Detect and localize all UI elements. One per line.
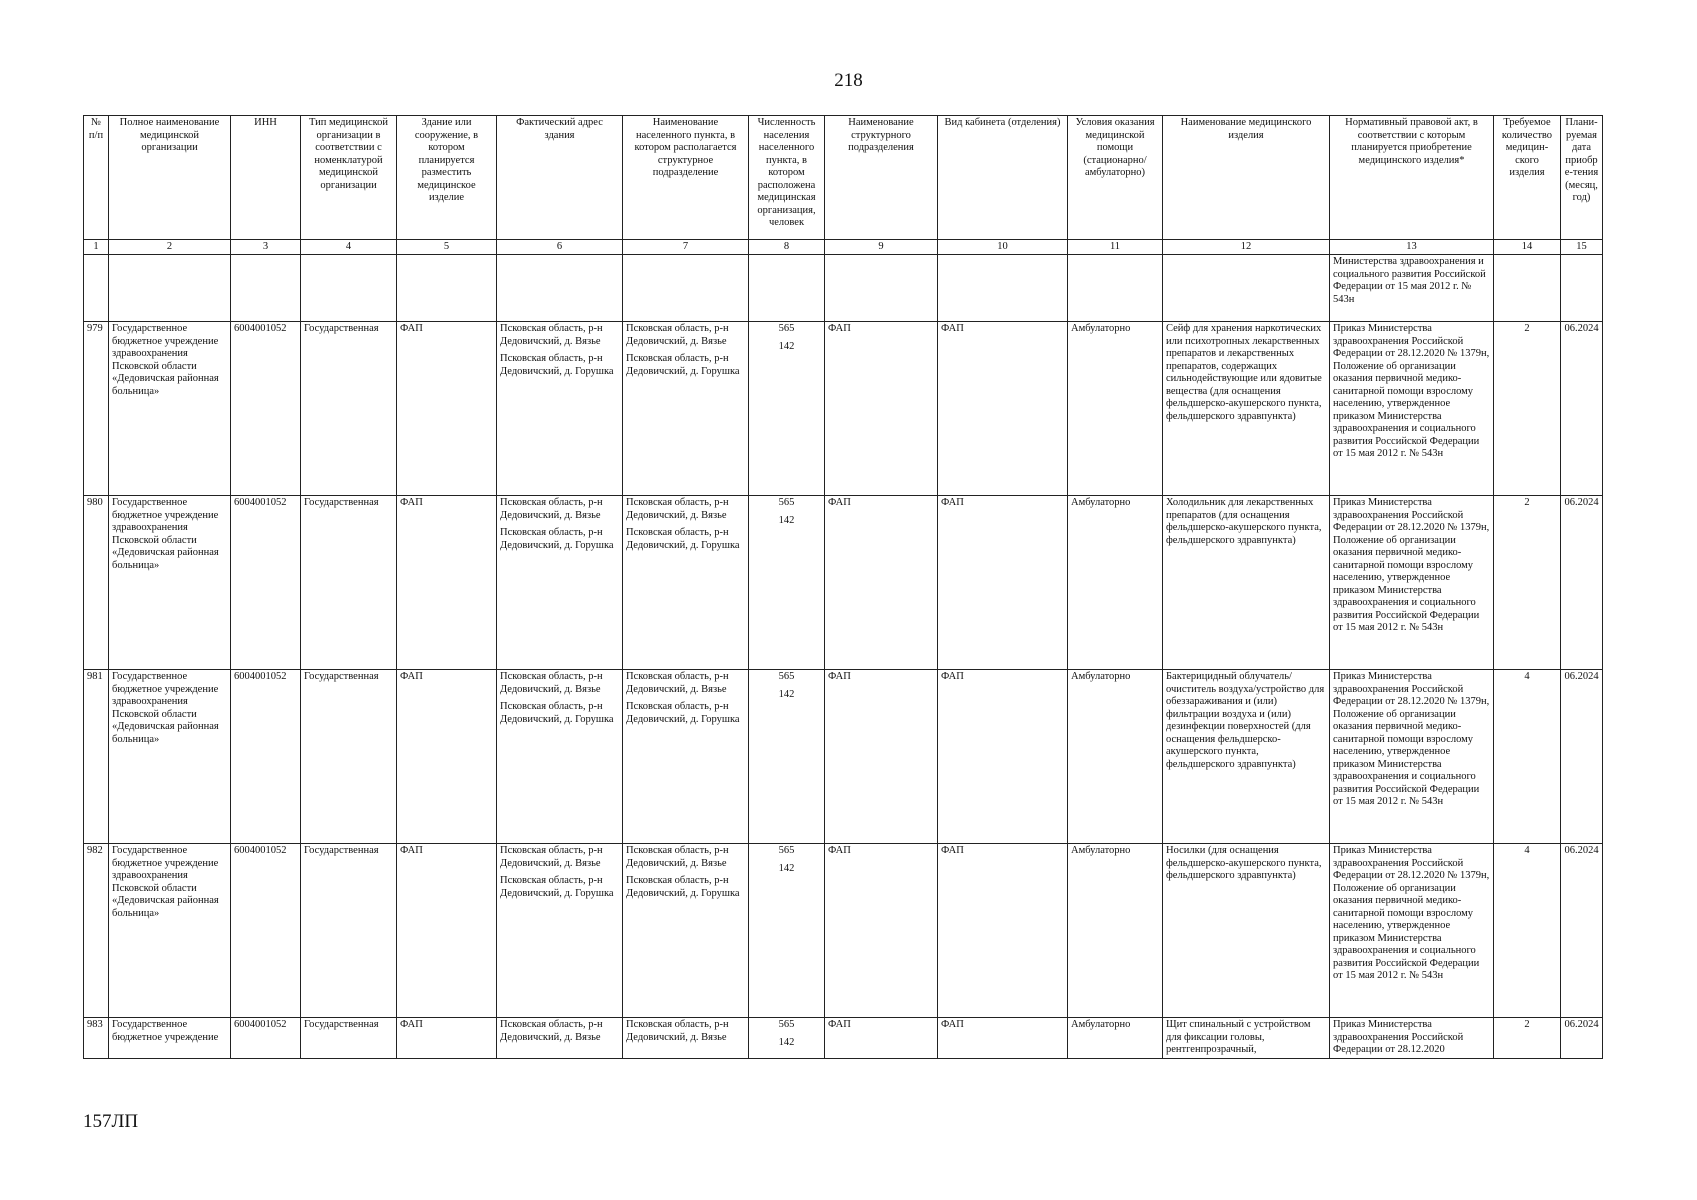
col-header: Требуемое количество медицин-ского изделия xyxy=(1494,116,1561,240)
address-line: Псковская область, р-н Дедовичский, д. Горушка xyxy=(500,527,614,551)
header-row xyxy=(84,116,1603,240)
row-number: 982 xyxy=(84,844,109,1018)
col-header: Условия оказания медицинской помощи (стационарно/ амбулаторно) xyxy=(1068,116,1163,240)
settlement-cell xyxy=(623,322,749,496)
type-cell: Государственная xyxy=(301,844,397,1018)
building-cell: ФАП xyxy=(397,322,497,496)
conditions-cell: Амбулаторно xyxy=(1068,496,1163,670)
population-cell xyxy=(749,670,825,844)
row-number: 979 xyxy=(84,322,109,496)
col-header: Здание или сооружение, в котором планируется разместить медицинское изделие xyxy=(397,116,497,240)
org-cell: Государственное бюджетное учреждение здравоохранения Псковской области «Дедовичская районная больница» xyxy=(109,496,231,670)
population-value: 565 xyxy=(778,497,795,508)
col-number: 6 xyxy=(497,240,623,255)
quantity-cell: 2 xyxy=(1494,1018,1561,1059)
settlement-cell xyxy=(623,496,749,670)
col-header: Вид кабинета (отделения) xyxy=(938,116,1068,240)
org-cell: Государственное бюджетное учреждение здравоохранения Псковской области «Дедовичская районная больница» xyxy=(109,322,231,496)
population-cell xyxy=(749,322,825,496)
population-value: 142 xyxy=(778,862,795,874)
device-cell: Носилки (для оснащения фельдшерско-акушерского пункта, фельдшерского здравпункта) xyxy=(1163,844,1330,1018)
building-cell: ФАП xyxy=(397,844,497,1018)
inn-cell: 6004001052 xyxy=(231,1018,301,1059)
unit-cell: ФАП xyxy=(825,844,938,1018)
conditions-cell: Амбулаторно xyxy=(1068,1018,1163,1059)
cabinet-cell: ФАП xyxy=(938,496,1068,670)
act-cell: Приказ Министерства здравоохранения Российской Федерации от 28.12.2020 № 1379н, Положение об организации оказания первичной медико-санитарной помощи взрослому населению, утвержденное приказом Министерства здравоохранения и социального развития Российской Федерации от 15 мая 2012 г. № 543н xyxy=(1330,496,1494,670)
settlement-cell xyxy=(623,844,749,1018)
col-header: Тип медицинской организации в соответствии с номенклатурой медицинской организации xyxy=(301,116,397,240)
address-line: Псковская область, р-н Дедовичский, д. Вязье xyxy=(500,671,603,695)
org-cell: Государственное бюджетное учреждение здравоохранения Псковской области «Дедовичская районная больница» xyxy=(109,844,231,1018)
col-header: Наименование структурного подразделения xyxy=(825,116,938,240)
col-number: 14 xyxy=(1494,240,1561,255)
table-row xyxy=(84,670,1603,844)
building-cell: ФАП xyxy=(397,670,497,844)
quantity-cell: 4 xyxy=(1494,844,1561,1018)
col-header: Плани-руемая дата приобре-тения (месяц, год) xyxy=(1561,116,1603,240)
col-number: 8 xyxy=(749,240,825,255)
population-cell xyxy=(749,1018,825,1059)
cabinet-cell: ФАП xyxy=(938,1018,1068,1059)
act-cell: Приказ Министерства здравоохранения Российской Федерации от 28.12.2020 xyxy=(1330,1018,1494,1059)
date-cell: 06.2024 xyxy=(1561,1018,1603,1059)
population-cell xyxy=(749,844,825,1018)
act-cell: Приказ Министерства здравоохранения Российской Федерации от 28.12.2020 № 1379н, Положение об организации оказания первичной медико-санитарной помощи взрослому населению, утвержденное приказом Министерства здравоохранения и социального развития Российской Федерации от 15 мая 2012 г. № 543н xyxy=(1330,670,1494,844)
table-row xyxy=(84,496,1603,670)
col-header: Наименование медицинского изделия xyxy=(1163,116,1330,240)
unit-cell: ФАП xyxy=(825,670,938,844)
column-number-row xyxy=(84,240,1603,255)
col-number: 3 xyxy=(231,240,301,255)
col-header: Наименование населенного пункта, в котором располагается структурное подразделение xyxy=(623,116,749,240)
settlement-line: Псковская область, р-н Дедовичский, д. Горушка xyxy=(626,527,740,551)
cabinet-cell: ФАП xyxy=(938,322,1068,496)
quantity-cell: 2 xyxy=(1494,496,1561,670)
settlement-line: Псковская область, р-н Дедовичский, д. Горушка xyxy=(626,353,740,377)
building-cell: ФАП xyxy=(397,496,497,670)
device-cell: Бактерицидный облучатель/очиститель воздуха/устройство для обеззараживания и (или) фильтрации воздуха и (или) дезинфекции поверхностей (для оснащения фельдшерско-акушерского пункта, фельдшерского здравпункта) xyxy=(1163,670,1330,844)
address-cell xyxy=(497,322,623,496)
settlement-line: Псковская область, р-н Дедовичский, д. Вязье xyxy=(626,845,729,869)
col-number: 12 xyxy=(1163,240,1330,255)
population-value: 565 xyxy=(778,323,795,334)
population-value: 565 xyxy=(778,671,795,682)
device-cell: Щит спинальный с устройством для фиксации головы, рентгенпрозрачный, xyxy=(1163,1018,1330,1059)
device-cell: Сейф для хранения наркотических или психотропных лекарственных препаратов и лекарственных препаратов, содержащих сильнодействующие или ядовитые вещества (для оснащения фельдшерско-акушерского пункта, фельдшерского здравпункта) xyxy=(1163,322,1330,496)
col-number: 13 xyxy=(1330,240,1494,255)
act-cell: Министерства здравоохранения и социального развития Российской Федерации от 15 мая 2012 г. № 543н xyxy=(1330,255,1494,322)
settlement-line: Псковская область, р-н Дедовичский, д. Вязье xyxy=(626,323,729,347)
address-line: Псковская область, р-н Дедовичский, д. Вязье xyxy=(500,845,603,869)
inn-cell: 6004001052 xyxy=(231,670,301,844)
col-number: 10 xyxy=(938,240,1068,255)
equipment-table xyxy=(83,115,1603,1059)
settlement-line: Псковская область, р-н Дедовичский, д. Вязье xyxy=(626,497,729,521)
col-header: ИНН xyxy=(231,116,301,240)
population-cell xyxy=(749,496,825,670)
device-cell: Холодильник для лекарственных препаратов (для оснащения фельдшерско-акушерского пункта, фельдшерского здравпункта) xyxy=(1163,496,1330,670)
address-line: Псковская область, р-н Дедовичский, д. Горушка xyxy=(500,875,614,899)
act-cell: Приказ Министерства здравоохранения Российской Федерации от 28.12.2020 № 1379н, Положение об организации оказания первичной медико-санитарной помощи взрослому населению, утвержденное приказом Министерства здравоохранения и социального развития Российской Федерации от 15 мая 2012 г. № 543н xyxy=(1330,844,1494,1018)
page-number: 218 xyxy=(834,70,863,91)
col-header: Фактический адрес здания xyxy=(497,116,623,240)
type-cell: Государственная xyxy=(301,670,397,844)
row-number: 980 xyxy=(84,496,109,670)
quantity-cell: 4 xyxy=(1494,670,1561,844)
quantity-cell: 2 xyxy=(1494,322,1561,496)
address-cell xyxy=(497,670,623,844)
population-value: 142 xyxy=(778,514,795,526)
unit-cell: ФАП xyxy=(825,322,938,496)
date-cell: 06.2024 xyxy=(1561,496,1603,670)
row-number: 983 xyxy=(84,1018,109,1059)
act-cell: Приказ Министерства здравоохранения Российской Федерации от 28.12.2020 № 1379н, Положение об организации оказания первичной медико-санитарной помощи взрослому населению, утвержденное приказом Министерства здравоохранения и социального развития Российской Федерации от 15 мая 2012 г. № 543н xyxy=(1330,322,1494,496)
population-value: 142 xyxy=(778,688,795,700)
col-header: Полное наименование медицинской организации xyxy=(109,116,231,240)
address-cell xyxy=(497,844,623,1018)
inn-cell: 6004001052 xyxy=(231,496,301,670)
org-cell: Государственное бюджетное учреждение здравоохранения Псковской области «Дедовичская районная больница» xyxy=(109,670,231,844)
building-cell: ФАП xyxy=(397,1018,497,1059)
population-value: 565 xyxy=(778,845,795,856)
date-cell: 06.2024 xyxy=(1561,844,1603,1018)
col-number: 9 xyxy=(825,240,938,255)
col-header: Численность населения населенного пункта, в котором расположена медицинская организация, человек xyxy=(749,116,825,240)
col-header: № п/п xyxy=(84,116,109,240)
col-number: 11 xyxy=(1068,240,1163,255)
settlement-line: Псковская область, р-н Дедовичский, д. Горушка xyxy=(626,701,740,725)
date-cell: 06.2024 xyxy=(1561,670,1603,844)
population-value: 142 xyxy=(778,1036,795,1048)
settlement-cell xyxy=(623,670,749,844)
date-cell: 06.2024 xyxy=(1561,322,1603,496)
address-cell xyxy=(497,496,623,670)
org-cell: Государственное бюджетное учреждение xyxy=(109,1018,231,1059)
population-value: 142 xyxy=(778,340,795,352)
address-cell: Псковская область, р-н Дедовичский, д. Вязье xyxy=(497,1018,623,1059)
unit-cell: ФАП xyxy=(825,1018,938,1059)
address-line: Псковская область, р-н Дедовичский, д. Вязье xyxy=(500,323,603,347)
type-cell: Государственная xyxy=(301,322,397,496)
col-number: 1 xyxy=(84,240,109,255)
continuation-row xyxy=(84,255,1603,322)
address-line: Псковская область, р-н Дедовичский, д. Горушка xyxy=(500,701,614,725)
inn-cell: 6004001052 xyxy=(231,844,301,1018)
cabinet-cell: ФАП xyxy=(938,670,1068,844)
col-number: 4 xyxy=(301,240,397,255)
document-code: 157ЛП xyxy=(83,1111,139,1132)
table-row xyxy=(84,844,1603,1018)
settlement-line: Псковская область, р-н Дедовичский, д. Горушка xyxy=(626,875,740,899)
type-cell: Государственная xyxy=(301,1018,397,1059)
cabinet-cell: ФАП xyxy=(938,844,1068,1018)
col-header: Нормативный правовой акт, в соответствии с которым планируется приобретение медицинского изделия* xyxy=(1330,116,1494,240)
col-number: 7 xyxy=(623,240,749,255)
unit-cell: ФАП xyxy=(825,496,938,670)
table-row xyxy=(84,1018,1603,1059)
type-cell: Государственная xyxy=(301,496,397,670)
settlement-line: Псковская область, р-н Дедовичский, д. Вязье xyxy=(626,671,729,695)
col-number: 15 xyxy=(1561,240,1603,255)
address-line: Псковская область, р-н Дедовичский, д. Горушка xyxy=(500,353,614,377)
inn-cell: 6004001052 xyxy=(231,322,301,496)
conditions-cell: Амбулаторно xyxy=(1068,322,1163,496)
table-row xyxy=(84,322,1603,496)
population-value: 565 xyxy=(778,1019,795,1030)
address-line: Псковская область, р-н Дедовичский, д. Вязье xyxy=(500,497,603,521)
col-number: 2 xyxy=(109,240,231,255)
col-number: 5 xyxy=(397,240,497,255)
conditions-cell: Амбулаторно xyxy=(1068,670,1163,844)
settlement-cell: Псковская область, р-н Дедовичский, д. Вязье xyxy=(623,1018,749,1059)
row-number: 981 xyxy=(84,670,109,844)
conditions-cell: Амбулаторно xyxy=(1068,844,1163,1018)
